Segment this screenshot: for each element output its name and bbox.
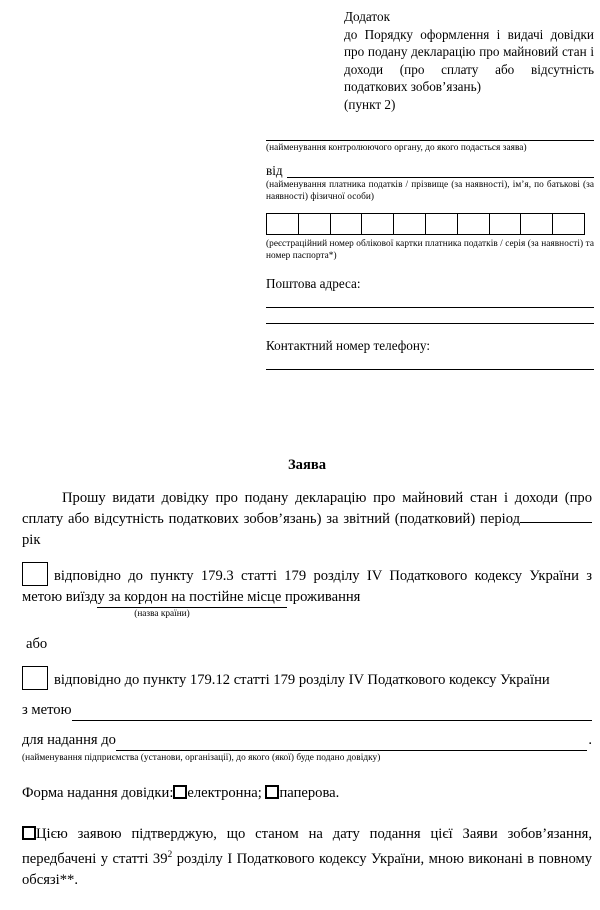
delivery-option-electronic: електронна; (187, 785, 262, 801)
tax-id-cell[interactable] (425, 213, 458, 235)
intro-paragraph (22, 488, 592, 551)
country-caption: (назва країни) (134, 609, 190, 619)
postal-address-line-1[interactable] (266, 307, 594, 308)
clause-179-3-text-block (22, 562, 592, 608)
tax-id-cell[interactable] (330, 213, 363, 235)
confirmation-text-part-2: розділу I Податкового кодексу України, мною виконані в повному обсязі**. (22, 850, 592, 888)
purpose-field-row (22, 700, 592, 721)
header-procedure-reference: до Порядку оформлення і видачі довідки про подану декларацію про майновий стан і доходи (про сплату або відсутність податкових зобов’язань) (344, 26, 594, 95)
phone-label: Контактний номер телефону: (266, 338, 431, 353)
clause-179-12-label: відповідно до пункту 179.12 статті 179 розділу IV Податкового кодексу України (54, 672, 550, 688)
provide-to-label: для надання до (22, 732, 116, 748)
delivery-form-row (22, 783, 592, 804)
tax-id-cell[interactable] (393, 213, 426, 235)
payer-input-line[interactable] (287, 164, 594, 178)
document-body (22, 455, 592, 891)
authority-input-line[interactable] (266, 140, 594, 141)
header-clause-reference: (пункт 2) (344, 96, 396, 112)
checkbox-electronic[interactable] (173, 785, 187, 799)
tax-id-boxes[interactable] (266, 213, 594, 235)
tax-id-cell[interactable] (520, 213, 553, 235)
confirmation-superscript: 2 (167, 850, 173, 860)
clause-179-3-label: відповідно до пункту 179.3 статті 179 розділу IV Податкового кодексу України з метою виїзду за кордон на постійне місце проживання (22, 568, 592, 605)
provide-to-caption: (найменування підприємства (установи, організації), до якого (якої) буде подано довідку) (22, 753, 381, 763)
phone-input-line[interactable] (266, 369, 594, 370)
clause-179-3 (22, 562, 592, 608)
intro-text-part-2: рік (22, 532, 41, 548)
provide-to-input-line[interactable] (116, 736, 587, 751)
from-label: від (266, 163, 283, 178)
provide-to-period: . (588, 732, 592, 748)
tax-id-caption: (реєстраційний номер облікової картки платника податків / серія (за наявності) та номер паспорта*) (266, 239, 594, 261)
clause-179-12 (22, 666, 592, 691)
checkbox-paper[interactable] (265, 785, 279, 799)
purpose-label: з метою (22, 702, 72, 718)
reporting-year-input[interactable] (520, 509, 592, 523)
checkbox-clause-179-3[interactable] (22, 562, 48, 586)
page-title: Заява (287, 457, 327, 473)
delivery-form-label: Форма надання довідки: (22, 785, 174, 801)
authority-caption: (найменування контролюючого органу, до якого подасться заява) (266, 143, 527, 153)
tax-id-cell[interactable] (298, 213, 331, 235)
tax-id-cell[interactable] (457, 213, 490, 235)
requisites-block (266, 140, 594, 370)
tax-id-cell[interactable] (361, 213, 394, 235)
tax-id-cell[interactable] (266, 213, 299, 235)
checkbox-clause-179-12[interactable] (22, 666, 48, 690)
payer-field-row (266, 163, 594, 178)
confirmation-text-part-1: Цією заявою підтверджую, що станом на дату подання цієї Заяви зобов’язання, передбачені у статті 39 (22, 826, 592, 867)
tax-id-cell[interactable] (489, 213, 522, 235)
purpose-input-line[interactable] (72, 706, 592, 721)
intro-text-part-1: Прошу видати довідку про подану декларацію про майновий стан і доходи (про сплату або відсутність податкових зобов’язань) за звітний (податковий) період (22, 490, 592, 527)
tax-id-cell[interactable] (552, 213, 585, 235)
delivery-option-paper: паперова. (279, 785, 340, 801)
checkbox-confirmation[interactable] (22, 826, 36, 840)
postal-address-label: Поштова адреса: (266, 276, 361, 291)
clause-179-12-text-block (22, 666, 592, 691)
provide-to-field-row (22, 730, 592, 751)
payer-caption: (найменування платника податків / прізвище (за наявності), ім’я, по батькові (за наявності) фізичної особи) (266, 180, 594, 202)
postal-address-line-2[interactable] (266, 323, 594, 324)
confirmation-statement (22, 824, 592, 891)
document-header (344, 8, 594, 114)
or-separator: або (26, 636, 48, 652)
header-appendix-label: Додаток (344, 9, 391, 24)
